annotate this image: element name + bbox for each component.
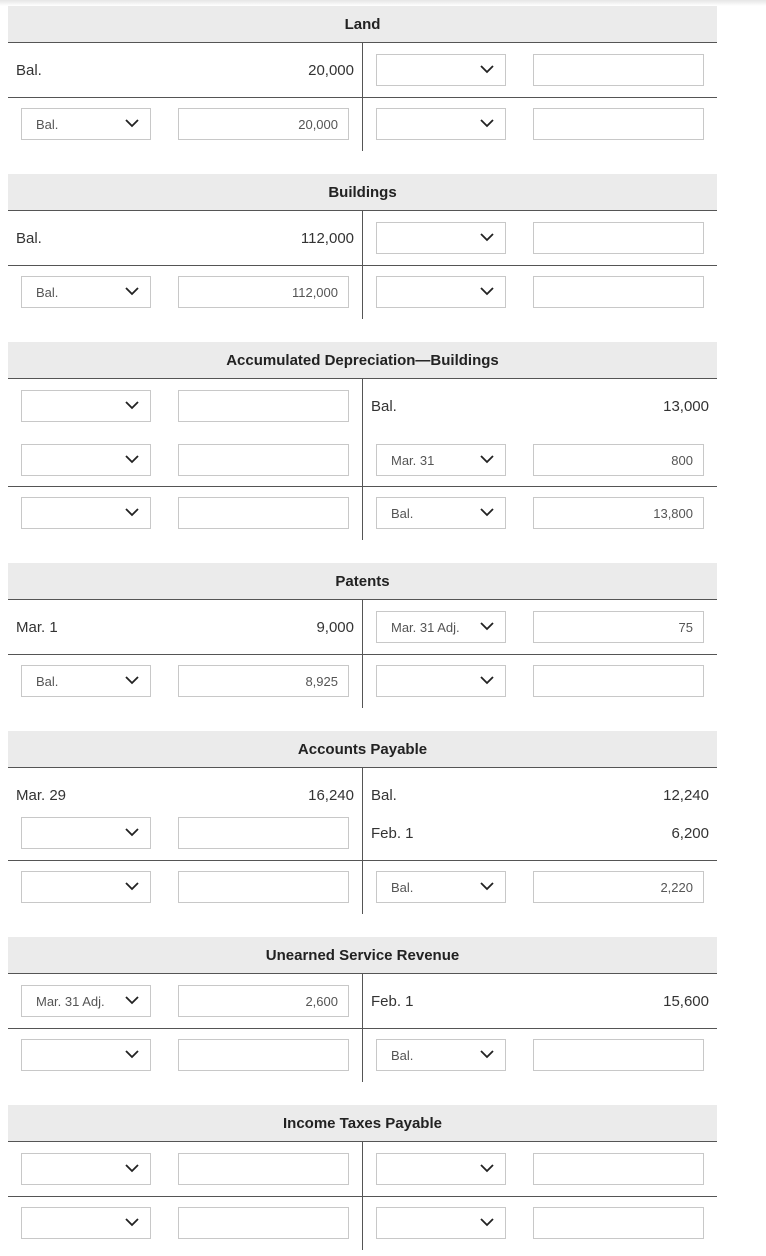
credit-date-select[interactable] [376,1207,506,1239]
chevron-down-icon [479,229,495,245]
entry-row [8,1207,717,1241]
entry-row [8,444,717,478]
chevron-down-icon [124,115,140,131]
debit-date-select[interactable] [21,1207,151,1239]
credit-amount-input[interactable] [533,1039,704,1071]
entry-row [8,108,717,142]
chevron-down-icon [479,451,495,467]
credit-date-label: Feb. 1 [371,825,414,842]
subtotal-line [8,1028,717,1029]
select-value: Mar. 31 Adj. [391,620,460,635]
chevron-down-icon [479,878,495,894]
account-header [8,6,717,43]
debit-amount: 112,000 [300,230,354,247]
entry-row [8,611,717,645]
credit-date-label: Feb. 1 [371,993,414,1010]
input-value: 75 [678,620,693,635]
input-value: 2,220 [660,880,693,895]
debit-amount-input[interactable] [178,390,349,422]
account-title: Accumulated Depreciation—Buildings [226,352,499,369]
credit-amount-input[interactable] [533,871,704,903]
debit-date-label: Mar. 1 [16,619,58,636]
credit-amount: 15,600 [663,993,709,1010]
debit-date-select[interactable] [21,1039,151,1071]
debit-amount-input[interactable] [178,108,349,140]
chevron-down-icon [124,1160,140,1176]
chevron-down-icon [124,1214,140,1230]
credit-amount-input[interactable] [533,1153,704,1185]
entry-row [8,665,717,699]
credit-amount: 13,000 [663,398,709,415]
chevron-down-icon [479,1160,495,1176]
input-value: 13,800 [653,506,693,521]
credit-amount-input[interactable] [533,444,704,476]
credit-amount-input[interactable] [533,276,704,308]
debit-date-select[interactable] [21,985,151,1017]
debit-date-select[interactable] [21,1153,151,1185]
debit-date-select[interactable] [21,444,151,476]
entry-row [8,497,717,531]
credit-date-select[interactable] [376,871,506,903]
chevron-down-icon [479,1214,495,1230]
entry-row [8,222,717,256]
debit-amount-input[interactable] [178,276,349,308]
input-value: 2,600 [305,994,338,1009]
credit-date-select[interactable] [376,1153,506,1185]
t-account-land [8,6,717,151]
t-account-unearned-service-revenue [8,937,717,1082]
debit-date-select[interactable] [21,390,151,422]
credit-amount-input[interactable] [533,497,704,529]
debit-amount-input[interactable] [178,665,349,697]
credit-amount-input[interactable] [533,54,704,86]
credit-date-select[interactable] [376,222,506,254]
debit-amount-input[interactable] [178,1207,349,1239]
debit-amount-input[interactable] [178,497,349,529]
debit-date-select[interactable] [21,276,151,308]
t-account-accumulated-depreciation [8,342,717,540]
account-header [8,174,717,211]
chevron-down-icon [124,878,140,894]
entry-row [8,817,717,851]
select-value: Bal. [36,117,59,132]
input-value: 800 [671,453,693,468]
entry-row [8,1039,717,1073]
debit-amount: 9,000 [316,619,354,636]
input-value: 112,000 [291,285,338,300]
chevron-down-icon [124,451,140,467]
account-header [8,342,717,379]
t-account-accounts-payable [8,731,717,914]
chevron-down-icon [124,504,140,520]
t-account-patents [8,563,717,708]
credit-amount-input[interactable] [533,665,704,697]
entry-row [8,54,717,88]
chevron-down-icon [124,283,140,299]
debit-amount-input[interactable] [178,1039,349,1071]
account-header [8,563,717,600]
account-header [8,1105,717,1142]
debit-amount: 16,240 [308,787,354,804]
credit-date-select[interactable] [376,444,506,476]
debit-amount-input[interactable] [178,444,349,476]
subtotal-line [8,265,717,266]
chevron-down-icon [124,824,140,840]
credit-amount-input[interactable] [533,611,704,643]
credit-date-select[interactable] [376,665,506,697]
account-title: Income Taxes Payable [283,1115,442,1132]
entry-row [8,390,717,424]
credit-date-select[interactable] [376,108,506,140]
account-title: Buildings [328,184,397,201]
credit-date-label: Bal. [371,398,397,415]
credit-date-select[interactable] [376,611,506,643]
debit-date-label: Bal. [16,230,42,247]
subtotal-line [8,654,717,655]
chevron-down-icon [479,61,495,77]
input-value: 8,925 [305,674,338,689]
debit-date-label: Mar. 29 [16,787,67,804]
select-value: Mar. 31 [391,453,435,468]
chevron-down-icon [124,992,140,1008]
select-value: Bal. [36,285,59,300]
credit-amount: 6,200 [671,825,709,842]
chevron-down-icon [124,672,140,688]
credit-date-select[interactable] [376,497,506,529]
debit-date-select[interactable] [21,497,151,529]
chevron-down-icon [479,1046,495,1062]
debit-date-select[interactable] [21,108,151,140]
select-value: Bal. [391,1048,414,1063]
credit-date-label: Bal. [371,787,397,804]
debit-date-select[interactable] [21,871,151,903]
credit-date-select[interactable] [376,276,506,308]
chevron-down-icon [479,504,495,520]
chevron-down-icon [479,672,495,688]
account-title: Patents [335,573,390,590]
subtotal-line [8,486,717,487]
credit-date-select[interactable] [376,54,506,86]
debit-amount-input[interactable] [178,985,349,1017]
select-value: Bal. [391,880,414,895]
subtotal-line [8,97,717,98]
input-value: 20,000 [298,117,338,132]
debit-amount-input[interactable] [178,1153,349,1185]
chevron-down-icon [479,283,495,299]
entry-row [8,985,717,1019]
account-header [8,731,717,768]
credit-amount-input[interactable] [533,222,704,254]
account-title: Accounts Payable [297,741,428,758]
debit-date-label: Bal. [16,62,42,79]
debit-date-select[interactable] [21,665,151,697]
debit-date-select[interactable] [21,817,151,849]
chevron-down-icon [124,397,140,413]
credit-date-select[interactable] [376,1039,506,1071]
debit-amount-input[interactable] [178,817,349,849]
select-value: Mar. 31 Adj. [36,994,105,1009]
account-title: Land [344,16,381,33]
entry-row [8,871,717,905]
subtotal-line [8,1196,717,1197]
entry-row [8,779,717,813]
subtotal-line [8,860,717,861]
credit-amount-input[interactable] [533,1207,704,1239]
chevron-down-icon [479,618,495,634]
t-account-income-taxes-payable [8,1105,717,1250]
select-value: Bal. [391,506,414,521]
entry-row [8,276,717,310]
credit-amount-input[interactable] [533,108,704,140]
debit-amount-input[interactable] [178,871,349,903]
account-header [8,937,717,974]
select-value: Bal. [36,674,59,689]
debit-amount: 20,000 [308,62,354,79]
account-title: Unearned Service Revenue [265,947,460,964]
t-account-buildings [8,174,717,319]
chevron-down-icon [479,115,495,131]
chevron-down-icon [124,1046,140,1062]
credit-amount: 12,240 [663,787,709,804]
entry-row [8,1153,717,1187]
